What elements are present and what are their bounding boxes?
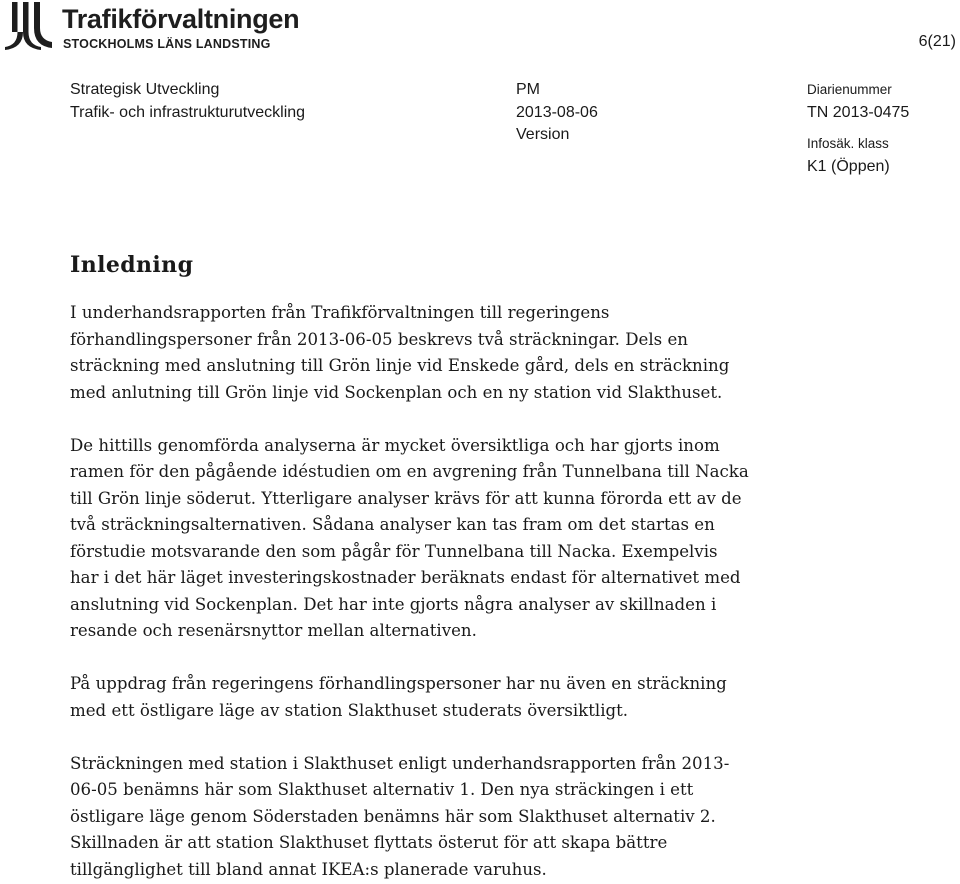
text-line: med anlutning till Grön linje vid Sockenplan och en ny station vid Slakthuset. [70, 382, 723, 402]
text-line: förhandlingspersoner från 2013-06-05 beskrevs två sträckningar. Dels en [70, 329, 688, 349]
text-line: De hittills genomförda analyserna är mycket översiktliga och har gjorts inom [70, 435, 720, 455]
classification-value: K1 (Öppen) [807, 157, 890, 175]
text-line: resande och resenärsnyttor mellan alternativen. [70, 621, 477, 640]
registry-info [807, 79, 909, 178]
text-line: ramen för den pågående idéstudien om en avgrening från Tunnelbana till Nacka [70, 462, 749, 481]
document-date: 2013-08-06 [516, 103, 598, 121]
page-number: 6(21) [918, 33, 956, 50]
text-line: tillgänglighet till bland annat IKEA:s planerade varuhus. [70, 859, 547, 879]
text-line: med ett östligare läge av station Slakthuset studerats översiktligt. [70, 700, 629, 720]
text-line: Skillnaden är att station Slakthuset flyttats österut för att skapa bättre [70, 833, 668, 852]
paragraph-3 [70, 671, 820, 724]
logo-name: Trafikförvaltningen [62, 4, 300, 34]
paragraph-2 [70, 433, 820, 645]
text-line: På uppdrag från regeringens förhandlingspersoner har nu även en sträckning [70, 674, 727, 693]
text-line: har i det här läget investeringskostnader beräknats endast för alternativet med [70, 568, 741, 587]
registry-number: TN 2013-0475 [807, 103, 910, 121]
text-line: förstudie motsvarande den som pågår för Tunnelbana till Nacka. Exempelvis [70, 541, 718, 561]
organization-logo [2, 2, 322, 52]
document-type-info [516, 79, 598, 147]
org-unit: Trafik- och infrastrukturutveckling [70, 103, 306, 121]
org-info [70, 79, 305, 124]
text-line: till Grön linje söderut. Ytterligare analyser krävs för att kunna förorda ett av de [70, 488, 742, 508]
paragraph-4 [70, 751, 820, 884]
text-line: östligare läge genom Söderstaden benämns här som Slakthuset alternativ 2. [70, 806, 716, 826]
text-line: anslutning vid Sockenplan. Det har inte gjorts några analyser av skillnaden i [70, 594, 717, 614]
document-type: PM [516, 81, 540, 98]
text-line: sträckning med anslutning till Grön linje vid Enskede gård, dels en sträckning [70, 356, 730, 375]
classification-label: Infosäk. klass [807, 136, 889, 151]
logo-subtitle: STOCKHOLMS LÄNS LANDSTING [63, 37, 271, 51]
trafikforvaltningen-logo-icon [2, 2, 52, 50]
version-label: Version [516, 126, 570, 143]
text-line: två sträckningsalternativen. Sådana analyser kan tas fram om det startas en [70, 515, 715, 534]
registry-label: Diarienummer [807, 82, 892, 97]
body-text [70, 300, 820, 884]
text-line: I underhandsrapporten från Trafikförvaltningen till regeringens [70, 303, 610, 322]
org-department: Strategisk Utveckling [70, 81, 220, 98]
text-line: Sträckningen med station i Slakthuset enligt underhandsrapporten från 2013- [70, 753, 730, 773]
text-line: 06-05 benämns här som Slakthuset alternativ 1. Den nya sträckingen i ett [70, 780, 694, 799]
paragraph-1 [70, 300, 820, 406]
section-heading: Inledning [70, 252, 194, 278]
